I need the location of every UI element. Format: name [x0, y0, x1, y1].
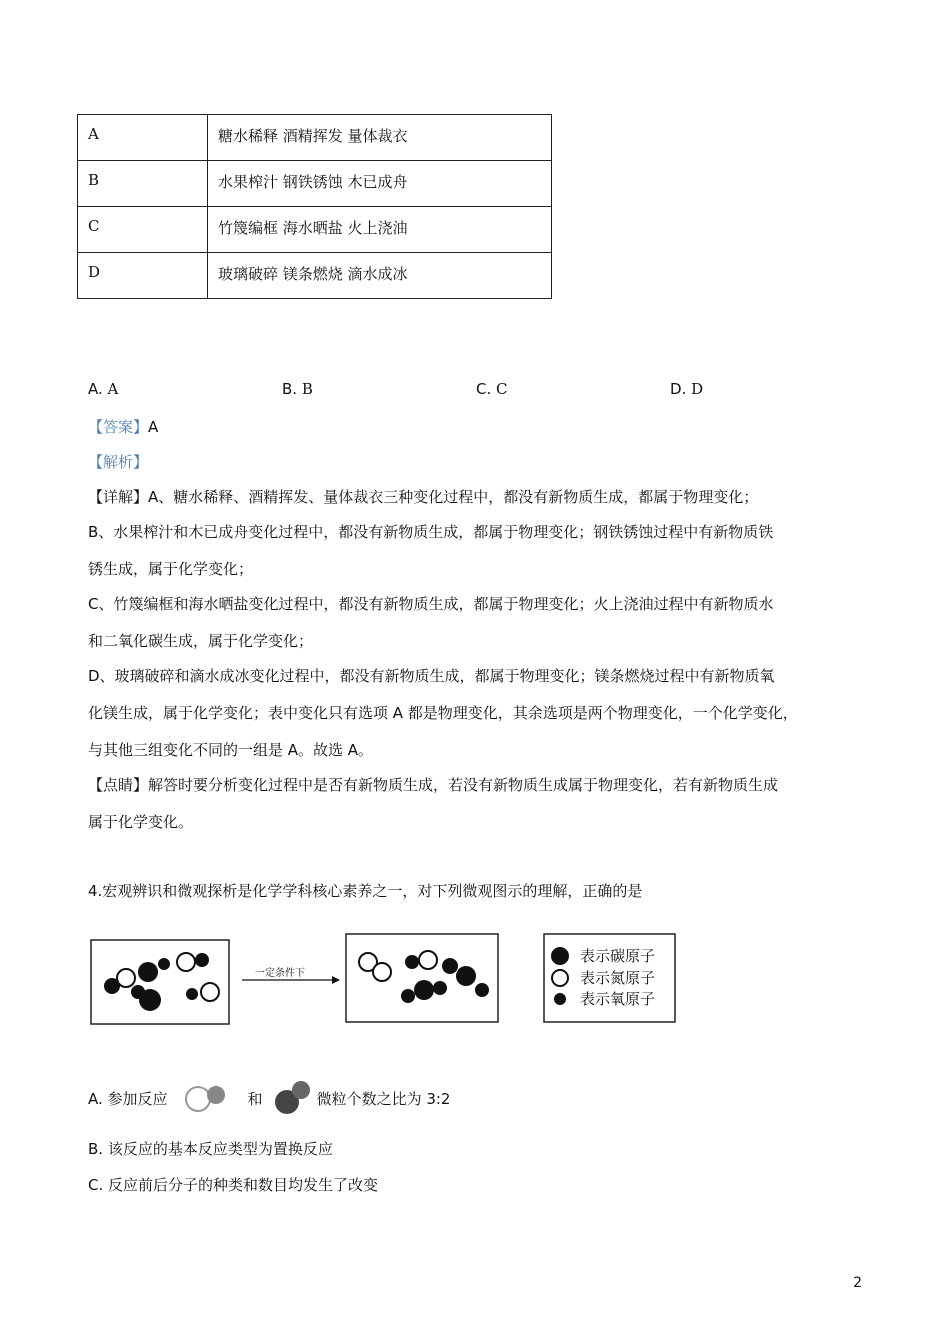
row-key: C	[78, 207, 208, 253]
nitrogen-atom	[419, 951, 437, 969]
q3-choices	[88, 380, 868, 402]
row-key: B	[78, 161, 208, 207]
q4-option-c: C. 反应前后分子的种类和数目均发生了改变	[88, 1176, 379, 1194]
oxygen-atom	[158, 958, 170, 970]
choice-d	[670, 380, 703, 398]
option-a-prefix: A. 参加反应	[88, 1089, 168, 1108]
comment-line: 属于化学变化。	[88, 813, 194, 831]
reaction-diagram	[90, 930, 690, 1026]
option-a-suffix: 微粒个数之比为 3:2	[316, 1089, 451, 1108]
detail-line: C、竹篾编框和海水晒盐变化过程中，都没有新物质生成，都属于物理变化；火上浇油过程中有新物质水	[88, 595, 774, 613]
legend-carbon-label: 表示碳原子	[580, 947, 656, 965]
q4-option-b: B. 该反应的基本反应类型为置换反应	[88, 1140, 333, 1158]
legend-carbon-icon	[551, 947, 569, 965]
choice-label: C.	[476, 380, 492, 398]
no-molecule-icon	[180, 1081, 240, 1115]
options-table	[77, 114, 552, 299]
oxygen-atom	[186, 988, 198, 1000]
carbon-atom	[139, 989, 161, 1011]
option-a-mid: 和	[247, 1089, 263, 1108]
oxygen-atom	[475, 983, 489, 997]
nitrogen-atom	[177, 953, 195, 971]
detail-line: 和二氧化碳生成，属于化学变化；	[88, 632, 314, 650]
choice-a	[88, 380, 118, 398]
detail-line: 锈生成，属于化学变化；	[88, 560, 254, 578]
choice-value: A	[107, 380, 119, 398]
detail-line: 化镁生成，属于化学变化；表中变化只有选项 A 都是物理变化，其余选项是两个物理变化，一个化学变化，	[88, 704, 798, 722]
legend-nitrogen-icon	[552, 970, 568, 986]
detail-line: B、水果榨汁和木已成舟变化过程中，都没有新物质生成，都属于物理变化；钢铁锈蚀过程中有新物质铁	[88, 523, 774, 541]
analysis-tag: 【解析】	[88, 453, 149, 471]
legend-oxygen-label: 表示氧原子	[580, 990, 656, 1008]
arrow-head	[332, 976, 340, 984]
carbon-atom	[138, 962, 158, 982]
answer-value: A	[148, 418, 159, 436]
answer-tag: 【答案】	[88, 418, 149, 436]
oxygen-atom	[401, 989, 415, 1003]
oxygen-atom	[195, 953, 209, 967]
carbon-atom	[414, 980, 434, 1000]
detail-line: 与其他三组变化不同的一组是 A。故选 A。	[88, 741, 374, 759]
choice-c	[476, 380, 508, 398]
choice-label: D.	[670, 380, 687, 398]
detail-line: D、玻璃破碎和滴水成冰变化过程中，都没有新物质生成，都属于物理变化；镁条燃烧过程中有新物质氧	[88, 667, 775, 685]
oxygen-atom	[433, 981, 447, 995]
choice-value: D	[691, 380, 704, 398]
comment-line: 【点睛】解答时要分析变化过程中是否有新物质生成，若没有新物质生成属于物理变化，若有新物质生成	[88, 776, 779, 794]
answer-line	[88, 416, 158, 437]
nitrogen-atom	[201, 983, 219, 1001]
choice-label: B.	[282, 380, 298, 398]
row-value: 竹篾编框 海水晒盐 火上浇油	[208, 207, 552, 253]
choice-label: A.	[88, 380, 103, 398]
table-row	[78, 115, 552, 161]
nitrogen-atom	[373, 963, 391, 981]
row-value: 玻璃破碎 镁条燃烧 滴水成冰	[208, 253, 552, 299]
arrow-label: 一定条件下	[255, 968, 305, 979]
row-key: D	[78, 253, 208, 299]
choice-value: C	[496, 380, 508, 398]
row-value: 水果榨汁 钢铁锈蚀 木已成舟	[208, 161, 552, 207]
page-number: 2	[853, 1275, 862, 1291]
detail-line: 【详解】A、糖水稀释、酒精挥发、量体裁衣三种变化过程中，都没有新物质生成，都属于物理变化；	[88, 488, 759, 506]
choice-value: B	[301, 380, 313, 398]
table-row	[78, 253, 552, 299]
table-row	[78, 207, 552, 253]
q4-stem: 4.宏观辨识和微观探析是化学学科核心素养之一，对下列微观图示的理解，正确的是	[88, 882, 643, 900]
legend-nitrogen-label: 表示氮原子	[580, 969, 656, 987]
table-row	[78, 161, 552, 207]
oxygen-atom	[405, 955, 419, 969]
oxygen-atom	[442, 958, 458, 974]
legend-oxygen-icon	[554, 993, 566, 1005]
choice-b	[282, 380, 313, 398]
carbon-atom	[104, 978, 120, 994]
q4-option-a	[88, 1078, 450, 1118]
carbon-atom	[456, 966, 476, 986]
row-key: A	[78, 115, 208, 161]
co-molecule-icon	[267, 1078, 315, 1118]
row-value: 糖水稀释 酒精挥发 量体裁衣	[208, 115, 552, 161]
